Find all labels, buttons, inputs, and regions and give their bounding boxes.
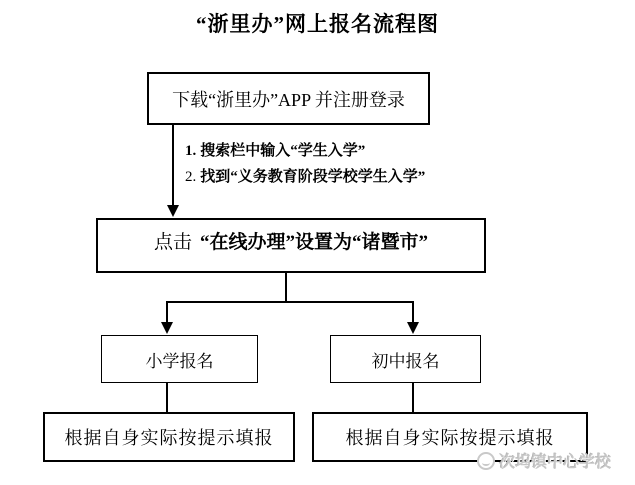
arrow-down-icon [161, 322, 173, 334]
flow-box-primary-school [101, 335, 258, 383]
connector-line-branch-horizontal [166, 301, 414, 303]
connector-line-branch-stem [285, 271, 287, 303]
flow-box-leaf-junior-label: 根据自身实际按提示填报 [345, 428, 555, 448]
note-1-number: 1. [185, 143, 197, 159]
flow-box-leaf-primary-label: 根据自身实际按提示填报 [64, 428, 274, 448]
arrow-down-icon [407, 322, 419, 334]
connector-line-junior-to-leaf [412, 383, 414, 412]
connector-line-branch-left [166, 301, 168, 324]
arrow-down-icon [167, 205, 179, 217]
flow-box-primary-school-label: 小学报名 [145, 351, 214, 371]
note-line-1 [185, 138, 425, 164]
step-notes [185, 138, 425, 190]
flow-box-download-app-label: 下载“浙里办”APP 并注册登录 [172, 89, 405, 110]
note-line-2 [185, 164, 425, 190]
flow-box-online-handle [96, 218, 486, 273]
flow-box-junior-school-label: 初中报名 [371, 351, 440, 371]
note-2-text: 找到“义务教育阶段学校学生入学” [200, 169, 426, 185]
connector-line-primary-to-leaf [166, 383, 168, 412]
note-1-text: 搜索栏中输入“学生入学” [200, 143, 366, 159]
connector-line-branch-right [412, 301, 414, 324]
flow-box-online-handle-prefix: 点击 [153, 232, 192, 253]
flow-box-leaf-primary [43, 412, 295, 462]
flow-box-online-handle-label: “在线办理”设置为“诸暨市” [200, 232, 429, 253]
school-logo-icon [477, 452, 495, 470]
note-2-number: 2. [185, 169, 197, 185]
connector-line-download-to-click [172, 124, 174, 207]
flow-box-download-app [147, 72, 430, 125]
watermark-text: 次坞镇中心学校 [499, 454, 612, 471]
page-title: “浙里办”网上报名流程图 [196, 12, 439, 36]
flow-box-junior-school [330, 335, 481, 383]
watermark [477, 449, 611, 472]
